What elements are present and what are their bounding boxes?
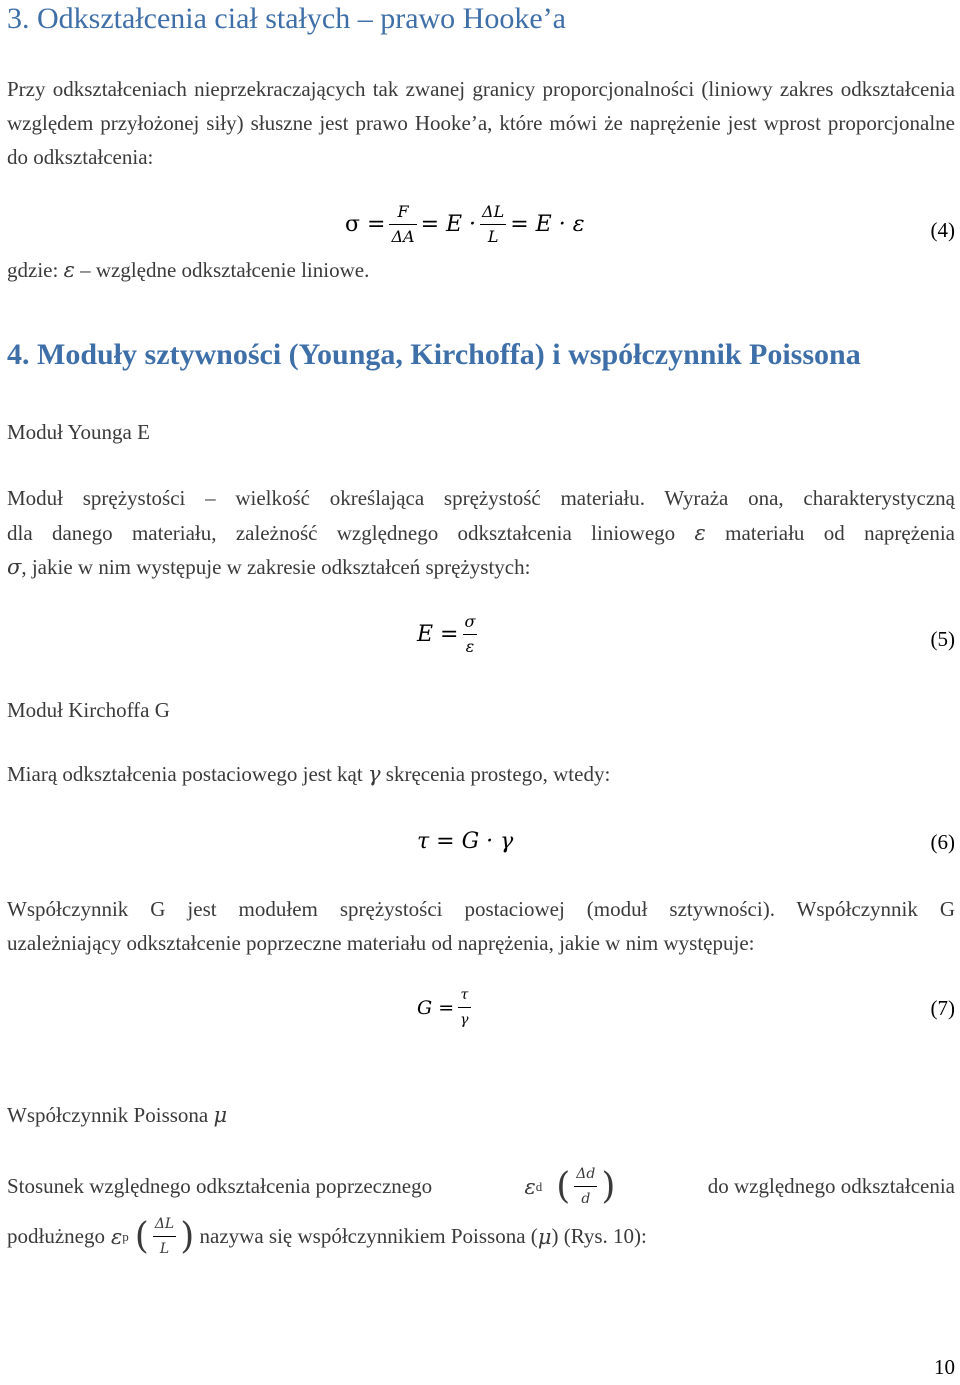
equation-5 [417, 612, 481, 657]
eq4-fraction-1 [389, 202, 416, 247]
epsilon-p-symbol: ε [110, 1224, 123, 1249]
eq4-fraction-2 [480, 202, 506, 247]
eq5-lhs: E = [417, 622, 459, 647]
poisson-heading-text: Współczynnik Poissona [7, 1103, 214, 1127]
delta-l-numerator: ΔL [154, 1216, 175, 1232]
epsilon-definition [7, 258, 369, 283]
poisson-line2-text-b: nazywa się współczynnikiem Poissona ( [194, 1224, 538, 1248]
where-epsilon-symbol: ε [63, 258, 75, 282]
where-text: – względne odkształcenie liniowe. [74, 258, 370, 282]
delta-l-over-l [153, 1214, 176, 1259]
poisson-line1-text-b: do względnego odkształcenia [707, 1174, 955, 1198]
young-line3-text: , jakie w nim występuje w zakresie odkształceń sprężystych: [21, 555, 531, 579]
poisson-line-2: podłużnego ε p ( $\frac{\Delta L}{L}$ ) nazywa się współczynnikiem Poissona ( μ ) (Rys. 10): [7, 1215, 647, 1257]
equation-5-number: (5) [930, 627, 955, 651]
kirchoff-gamma: γ [367, 762, 381, 786]
young-line2-text-a: dla danego materiału, zależność względnego odkształcenia liniowego [7, 521, 695, 545]
young-modulus-heading: Moduł Younga E [7, 420, 150, 444]
young-line3-sigma: σ [7, 555, 22, 579]
poisson-line1-epsilon-d: ε d ( $\frac{\Delta d}{d}$ ) [524, 1165, 616, 1207]
delta-d-over-d [574, 1164, 597, 1209]
poisson-line2-text-c: ) (Rys. 10): [551, 1224, 647, 1248]
poisson-line2-mu: μ [537, 1224, 552, 1249]
epsilon-p-subscript: p [122, 1228, 129, 1244]
kirchoff-text-b: skręcenia prostego, wtedy: [380, 762, 611, 786]
g-paragraph-line-2: uzależniający odkształcenie poprzeczne materiału od naprężenia, jakie w nim występuje: [7, 931, 755, 955]
poisson-mu-symbol: μ [213, 1103, 228, 1127]
kirchoff-modulus-heading: Moduł Kirchoffa G [7, 698, 170, 722]
hooke-intro-paragraph: Przy odkształceniach nieprzekraczających tak zwanej granicy proporcjonalności (liniowy zakres odkształcenia względem przyłożonej siły) słuszne jest prawo Hooke’a, które mówi że naprężenie jest wprost proporcjonalne do odkształcenia: [7, 77, 955, 169]
eq7-denominator: γ [460, 1012, 469, 1028]
equation-4 [345, 202, 585, 247]
young-paragraph-line-2 [7, 516, 955, 550]
poisson-line-1 [7, 1164, 955, 1209]
equation-6-number: (6) [930, 830, 955, 854]
eq4-rhs: = E · ε [510, 212, 585, 237]
equation-6: τ = G · γ [417, 829, 514, 854]
section-4-heading: 4. Moduły sztywności (Younga, Kirchoffa) i współczynnik Poissona [7, 338, 861, 371]
eq5-numerator: σ [464, 612, 476, 631]
eq4-middle: = E · [420, 212, 477, 237]
epsilon-d-symbol: ε [524, 1174, 536, 1199]
eq4-frac1-numerator: F [397, 202, 409, 221]
equation-4-number: (4) [930, 218, 955, 242]
eq7-numerator: τ [460, 987, 469, 1003]
eq4-frac2-denominator: L [487, 227, 499, 246]
eq7-lhs: G = [417, 996, 455, 1019]
eq4-lhs: σ = [345, 212, 386, 237]
equation-7-number: (7) [930, 996, 955, 1020]
poisson-line2-text-a: podłużnego [7, 1224, 105, 1248]
kirchoff-paragraph [7, 762, 610, 787]
young-paragraph-line-3 [7, 550, 530, 584]
eq4-frac1-denominator: ΔA [391, 227, 415, 246]
page-number: 10 [934, 1355, 955, 1379]
equation-7 [417, 985, 475, 1030]
section-3-heading: 3. Odkształcenia ciał stałych – prawo Hooke’a [7, 2, 566, 35]
poisson-line1-text-a: Stosunek względnego odkształcenia poprzecznego [7, 1174, 433, 1198]
eq4-frac2-numerator: ΔL [482, 202, 505, 221]
delta-d-numerator: Δd [576, 1166, 596, 1182]
kirchoff-text-a: Miarą odkształcenia postaciowego jest kąt [7, 762, 368, 786]
delta-l-denominator: L [159, 1241, 170, 1257]
eq5-denominator: ε [465, 637, 475, 656]
epsilon-d-subscript: d [535, 1178, 543, 1194]
where-prefix: gdzie: [7, 258, 64, 282]
delta-d-denominator: d [581, 1191, 591, 1207]
poisson-heading [7, 1103, 227, 1128]
young-paragraph-line-1: Moduł sprężystości – wielkość określająca sprężystość materiału. Wyraża ona, charakterystyczną [7, 486, 955, 510]
young-line2-epsilon: ε [694, 521, 706, 545]
eq7-fraction [458, 985, 470, 1030]
young-line2-text-b: materiału od naprężenia [705, 521, 955, 545]
g-paragraph-line-1: Współczynnik G jest modułem sprężystości postaciowej (moduł sztywności). Współczynnik G [7, 897, 955, 921]
eq5-fraction [463, 612, 478, 657]
